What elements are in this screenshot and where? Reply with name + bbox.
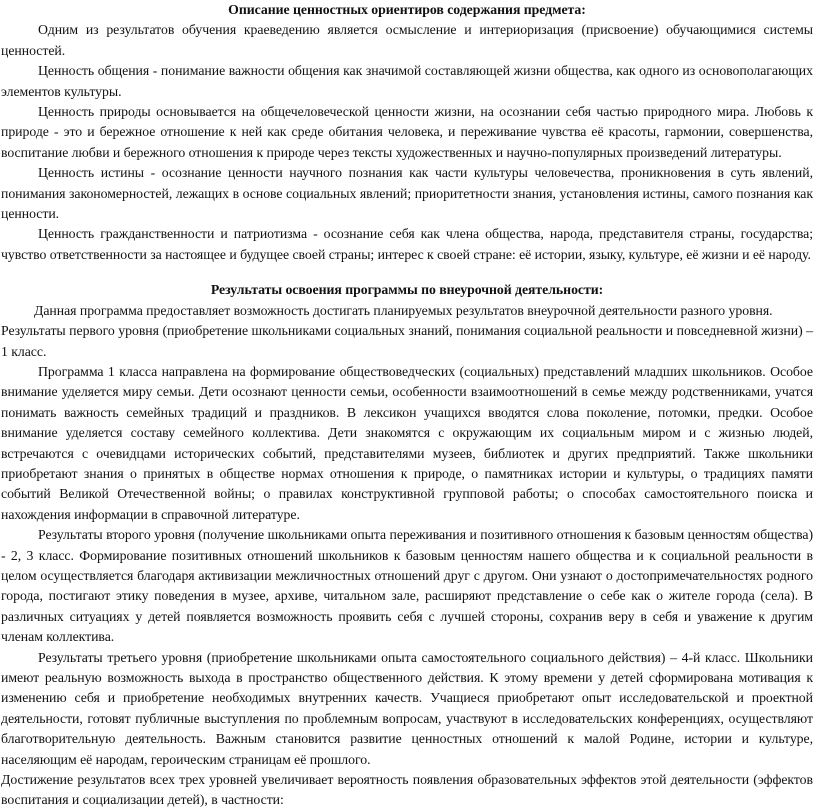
paragraph-program-intro: Данная программа предоставляет возможность достигать планируемых результатов внеурочной деятельности разного уровня. — [34, 302, 773, 318]
paragraph-citizenship-value: Ценность гражданственности и патриотизма - осознание себя как члена общества, народа, представителя страны, государства; чувство ответственности за настоящее и будущее своей страны; интерес к своей стране: её истории, языку, культуре, её жизни и её народу. — [1, 226, 813, 262]
paragraph-program-grade1: Программа 1 класса направлена на формирование обществоведческих (социальных) представлений младших школьников. Особое внимание уделяется миру семьи. Дети осознают ценности семьи, особенности взаимоотношений в семье между родственниками, учатся понимать важность семейных традиций и праздников. В лексикон учащихся вводятся слова поколение, потомки, предки. Особое внимание уделяется составу семейного коллектива. Дети знакомятся с окружающим их социальным миром и с жизнью людей, встречаются с очевидцами исторических событий, представителями музеев, библиотек и других предприятий. Также школьники приобретают знания о принятых в обществе нормах отношения к природе, о памятниках истории и культуры, о традициях памяти событий Великой Отечественной войны; о правилах конструктивной групповой работы; о способах самостоятельного поиска и нахождения информации в справочной литературе. — [1, 363, 813, 522]
paragraph-nature-value: Ценность природы основывается на общечеловеческой ценности жизни, на осознании себя частью природного мира. Любовь к природе - это и бережное отношение к ней как среде обитания человека, и переживание чувства её красоты, гармонии, совершенства, воспитание любви и бережного отношения к природе через тексты художественных и научно-популярных произведений литературы. — [1, 104, 813, 160]
section-heading-values: Описание ценностных ориентиров содержания предмета: — [228, 2, 586, 17]
paragraph-closing: Достижение результатов всех трех уровней увеличивает вероятность появления образовательных эффектов этой деятельности (эффектов воспитания и социализации детей), в частности: — [1, 772, 813, 808]
paragraph-first-level: Результаты первого уровня (приобретение школьниками социальных знаний, понимания социальной реальности и повседневной жизни) – 1 класс. — [1, 323, 813, 359]
paragraph-truth-value: Ценность истины - осознание ценности научного познания как части культуры человечества, проникновения в суть явлений, понимания закономерностей, лежащих в основе социальных явлений; приоритетности знания, установления истины, самого познания как ценности. — [1, 165, 813, 222]
section-heading-results: Результаты освоения программы по внеурочной деятельности: — [210, 282, 604, 298]
paragraph-communication-value: Ценность общения - понимание важности общения как значимой составляющей жизни общества, как одного из основополагающих элементов культуры. — [1, 63, 813, 99]
paragraph-second-level: Результаты второго уровня (получение школьниками опыта переживания и позитивного отношения к базовым ценностям общества) - 2, 3 класс. Формирование позитивных отношений школьников к базовым ценностям нашего общества и к социальной реальности в целом осуществляется благодаря активизации межличностных отношений друг с другом. Они узнают о достопримечательностях родного города, постигают этику поведения в музее, архиве, читальном зале, расширяют представление о себе как о жителе города (села). В различных ситуациях у детей появляется возможность проявить себя с лучшей стороны, сохранив веру в себя и уважение к другим членам коллектива. — [1, 527, 813, 645]
section-spacer — [1, 265, 813, 280]
paragraph-values-intro: Одним из результатов обучения краеведению является осмысление и интериоризация (присвоение) обучающимися системы ценностей. — [1, 22, 813, 58]
paragraph-third-level: Результаты третьего уровня (приобретение школьниками опыта самостоятельного социального действия) – 4-й класс. Школьники имеют реальную возможность выхода в пространство общественного действия. К этому времени у детей сформирована мотивация к изменению себя и приобретение необходимых внутренних качеств. Учащиеся приобретают опыт исследовательской и проектной деятельности, готовят публичные выступления по проблемным вопросам, участвуют в исследовательских конференциях, осуществляют благотворительную деятельность. Важным становится развитие ценностных отношений к малой Родине, истории и культуре, населяющим её народам, героическим страницам её прошлого. — [1, 649, 813, 767]
